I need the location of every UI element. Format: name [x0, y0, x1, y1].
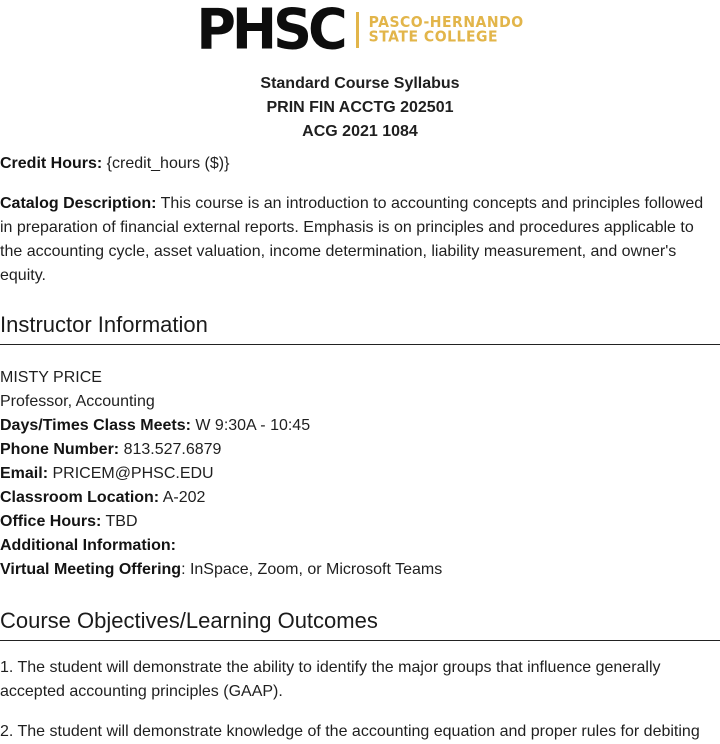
virtual-meeting-label: Virtual Meeting Offering [0, 561, 182, 578]
email-label: Email: [0, 465, 49, 482]
office-hours-label: Office Hours: [0, 513, 102, 530]
syllabus-title: Standard Course Syllabus [260, 75, 460, 92]
credit-hours-line [0, 152, 720, 176]
logo-divider [356, 12, 359, 48]
college-name-line2: STATE COLLEGE [368, 28, 499, 46]
college-logo [0, 0, 720, 63]
email-value: PRICEM@PHSC.EDU [48, 465, 214, 482]
phsc-logo-acronym: PHSC [196, 0, 344, 63]
additional-information-row [0, 534, 720, 558]
course-name: PRIN FIN ACCTG 202501 [266, 99, 454, 116]
credit-hours-label: Credit Hours: [0, 155, 103, 172]
objective-item-1: 1. The student will demonstrate the ability to identify the major groups that influence generally accepted accounting principles (GAAP). [0, 659, 661, 700]
class-meets-value: W 9:30A - 10:45 [190, 417, 311, 434]
phone-number-label: Phone Number: [0, 441, 120, 458]
document-title-block [0, 72, 720, 144]
course-code: ACG 2021 1084 [302, 123, 418, 140]
class-meets-label: Days/Times Class Meets: [0, 417, 191, 434]
classroom-location-label: Classroom Location: [0, 489, 160, 506]
catalog-description [0, 192, 720, 288]
instructor-name-row [0, 366, 720, 390]
credit-hours-value: {credit_hours ($)} [102, 155, 230, 172]
instructor-info-block [0, 366, 720, 582]
objective-item-2: 2. The student will demonstrate knowledge of the accounting equation and proper rules for debiting [0, 723, 700, 740]
office-hours-row [0, 510, 720, 534]
instructor-title: Professor, Accounting [0, 393, 155, 410]
classroom-location-value: A-202 [159, 489, 206, 506]
email-row [0, 462, 720, 486]
phone-number-value: 813.527.6879 [119, 441, 222, 458]
course-objectives-heading: Course Objectives/Learning Outcomes [0, 608, 720, 641]
virtual-meeting-row [0, 558, 720, 582]
instructor-name: MISTY PRICE [0, 369, 102, 386]
office-hours-value: TBD [101, 513, 138, 530]
catalog-description-text: This course is an introduction to accounting concepts and principles followed in preparation of financial external reports. Emphasis is on principles and procedures applicable to the accounting cycle, asset valuation, income determination, liability measurement, and owner's equity. [0, 195, 704, 284]
phone-number-row [0, 438, 720, 462]
catalog-description-label: Catalog Description: [0, 195, 157, 212]
classroom-location-row [0, 486, 720, 510]
additional-information-label: Additional Information: [0, 537, 176, 554]
class-meets-row [0, 414, 720, 438]
college-name-line1: PASCO-HERNANDO [368, 14, 524, 32]
instructor-information-heading: Instructor Information [0, 312, 720, 345]
virtual-meeting-value: : InSpace, Zoom, or Microsoft Teams [181, 561, 443, 578]
instructor-title-row [0, 390, 720, 414]
college-name [369, 15, 524, 44]
